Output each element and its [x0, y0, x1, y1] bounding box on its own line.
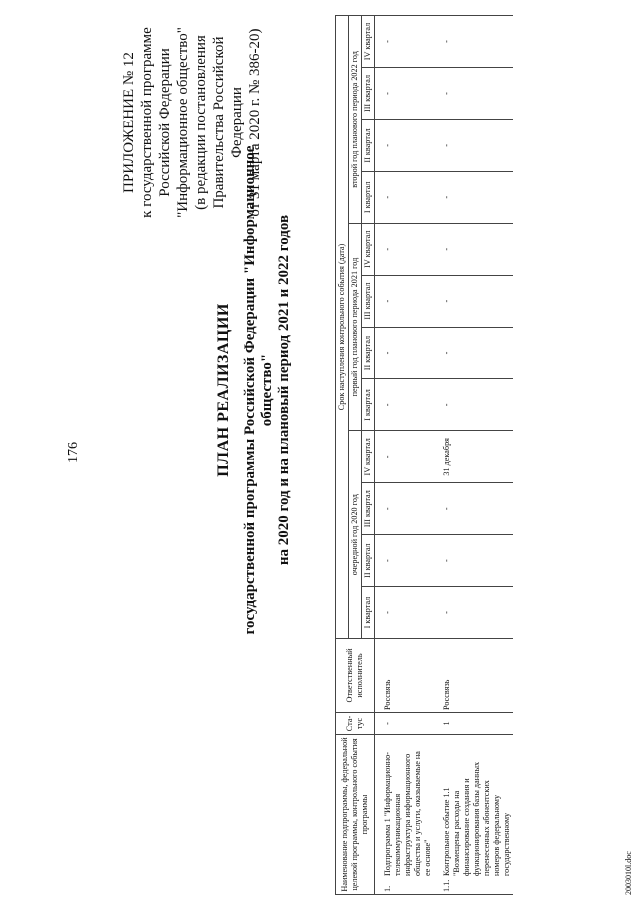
row-cell: -: [434, 535, 513, 587]
header-status: Ста-тус: [336, 713, 375, 735]
header-quarter: II квартал: [362, 535, 375, 587]
row-name: Подпрограмма 1 "Информационно-телекоммуникационная инфраструктура информационного общества и услуги, оказываемые на ее основе": [383, 751, 432, 876]
row-cell: -: [434, 223, 513, 275]
plan-table: [335, 15, 513, 895]
row-cell: -: [434, 587, 513, 639]
header-quarter: I квартал: [362, 587, 375, 639]
row-cell: -: [434, 68, 513, 120]
row-name-cell: [375, 735, 435, 895]
row-cell: -: [434, 275, 513, 327]
table-row: [375, 16, 435, 895]
annex-line: к государственной программе: [139, 27, 155, 218]
row-cell: -: [375, 16, 435, 68]
header-deadline: Срок наступления контрольного события (дата): [336, 16, 349, 639]
footer-file-code: 2003010l.doc: [624, 851, 633, 895]
row-cell: -: [375, 275, 435, 327]
header-quarter: I квартал: [362, 379, 375, 431]
header-quarter: IV квартал: [362, 16, 375, 68]
row-status: 1: [434, 713, 513, 735]
row-cell: -: [434, 379, 513, 431]
header-period-2022: второй год планового периода 2022 год: [349, 16, 362, 224]
row-cell: -: [375, 483, 435, 535]
row-cell: -: [434, 483, 513, 535]
annex-line: (в редакции постановления: [193, 35, 209, 210]
table-row: [434, 16, 513, 895]
header-quarter: I квартал: [362, 171, 375, 223]
row-name-cell: [434, 735, 513, 895]
title-line-1: ПЛАН РЕАЛИЗАЦИИ: [215, 303, 232, 477]
title-line-3: на 2020 год и на плановый период 2021 и 2022 годов: [276, 214, 292, 566]
header-quarter: II квартал: [362, 327, 375, 379]
header-quarter: III квартал: [362, 68, 375, 120]
row-cell: -: [434, 16, 513, 68]
header-responsible: Ответственный исполнитель: [336, 639, 375, 713]
annex-line: "Информационное общество": [175, 27, 191, 218]
annex-line: от 31 марта 2020 г. № 386-20): [247, 28, 263, 217]
row-cell: -: [375, 171, 435, 223]
row-cell: -: [375, 431, 435, 483]
annex-line: ПРИЛОЖЕНИЕ № 12: [121, 52, 137, 193]
page-number: 176: [66, 442, 81, 463]
row-cell: -: [375, 119, 435, 171]
row-cell: -: [434, 171, 513, 223]
row-status: -: [375, 713, 435, 735]
row-cell: -: [375, 68, 435, 120]
annex-line: Правительства Российской Федерации: [211, 36, 245, 209]
row-responsible: Россвязь: [434, 639, 513, 713]
header-quarter: IV квартал: [362, 431, 375, 483]
header-period-2021: первый год планового периода 2021 год: [349, 223, 362, 431]
row-cell: -: [434, 327, 513, 379]
document-title: [215, 110, 293, 670]
row-cell: -: [375, 327, 435, 379]
row-cell: -: [375, 535, 435, 587]
row-responsible: Россвязь: [375, 639, 435, 713]
header-name: Наименование подпрограммы, федеральной целевой программы, контрольного события программы: [336, 735, 375, 895]
title-line-2: государственной программы Российской Федерации "Информационное общество": [242, 145, 275, 635]
annex-line: Российской Федерации: [157, 48, 173, 197]
header-quarter: III квартал: [362, 275, 375, 327]
row-name: Контрольное событие 1.1 "Возмещены расходы на финансирование создания и функционирования базы данных перенесенных абонентских номеров федеральному государственному: [442, 761, 511, 876]
row-cell: -: [375, 379, 435, 431]
row-cell: -: [434, 119, 513, 171]
row-number: 1.: [383, 885, 392, 892]
header-quarter: II квартал: [362, 119, 375, 171]
row-number: 1.1.: [442, 879, 451, 892]
header-quarter: III квартал: [362, 483, 375, 535]
header-period-2020: очередной год 2020 год: [349, 431, 362, 639]
row-cell: -: [375, 587, 435, 639]
header-quarter: IV квартал: [362, 223, 375, 275]
row-cell: -: [375, 223, 435, 275]
row-cell: 31 декабря: [434, 431, 513, 483]
